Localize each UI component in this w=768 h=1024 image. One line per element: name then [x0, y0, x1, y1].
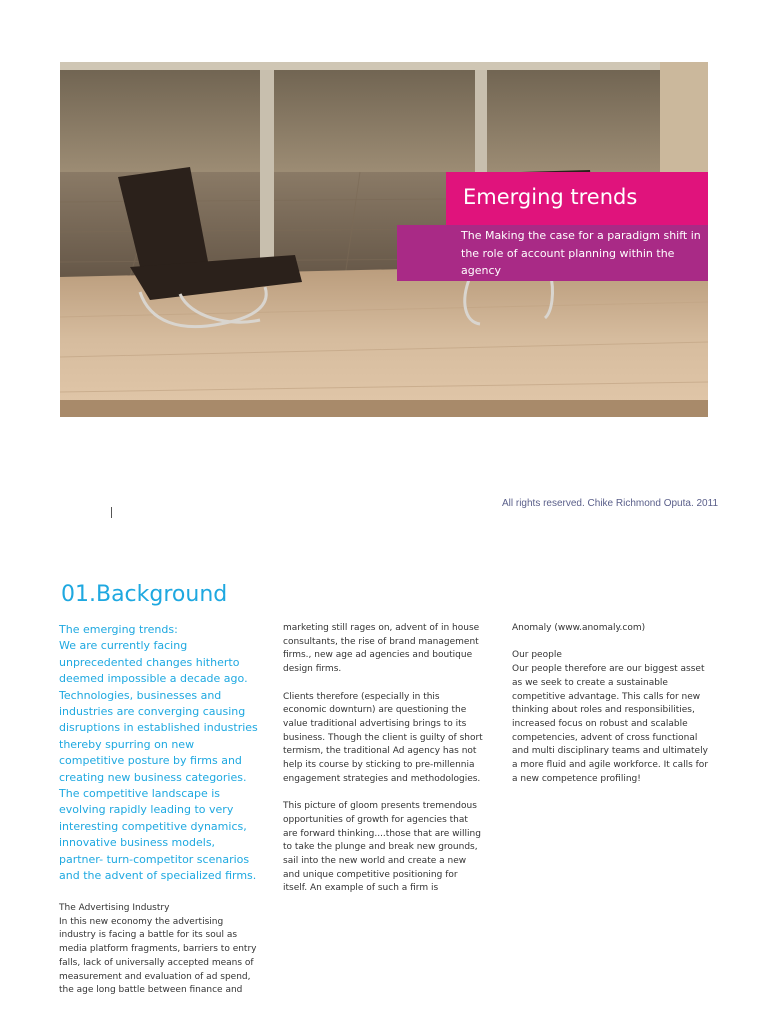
advertising-industry-body: In this new economy the advertising industry is facing a battle for its soul as media platform fragments, barriers to entry falls, lack of universally accepted means of measurement and evaluation of ad spend, the age long battle between finance and [59, 916, 257, 996]
hero-subtitle: The Making the case for a paradigm shift in the role of account planning within the agency [461, 229, 701, 277]
anomaly-reference: Anomaly (www.anomaly.com) [512, 623, 646, 633]
column-1-text [59, 902, 259, 998]
hero-title: Emerging trends [463, 185, 638, 209]
column-2-paragraph-3: This picture of gloom presents tremendous opportunities of growth for agencies that are forward thinking....those that are willing to take the plunge and break new grounds, sail into the new world and create a new and unique competitive positioning for itself. An example of such a firm is [283, 801, 481, 894]
column-2-paragraph-2: Clients therefore (especially in this economic downturn) are questioning the value traditional advertising brings to its business. Though the client is guilty of short termism, the traditional Ad agency has not help its course by sticking to pre-millennia engagement strategies and methodologies. [283, 691, 483, 784]
hero-title-banner [446, 172, 708, 225]
advertising-industry-heading: The Advertising Industry [59, 903, 170, 913]
our-people-body: Our people therefore are our biggest asset as we seek to create a sustainable competitive advantage. This calls for new thinking about roles and responsibilities, increased focus on robust and scalable competencies, advent of cross functional and multi disciplinary teams and ultimately a more fluid and agile workforce. It calls for a new competence profiling! [512, 664, 709, 784]
column-2-paragraph-1: marketing still rages on, advent of in house consultants, the rise of brand management firms., new age ad agencies and boutique design firms. [283, 623, 480, 675]
intro-heading: The emerging trends: [59, 623, 178, 636]
column-3-text [512, 622, 712, 786]
intro-paragraph [59, 622, 259, 885]
hero-subtitle-banner [397, 225, 708, 281]
intro-body: We are currently facing unprecedented changes hitherto deemed impossible a decade ago. Technologies, businesses and industries are converging causing disruptions in established industries thereby spurring on new competitive posture by firms and creating new business categories. The competitive landscape is evolving rapidly leading to very interesting competitive dynamics, innovative business models, partner- turn-competitor scenarios and the advent of specialized firms. [59, 639, 258, 883]
column-2-text [283, 622, 483, 896]
section-title: 01.Background [61, 582, 228, 607]
our-people-heading: Our people [512, 650, 562, 661]
text-cursor-mark [111, 507, 112, 518]
copyright-notice: All rights reserved. Chike Richmond Oputa. 2011 [501, 498, 718, 509]
